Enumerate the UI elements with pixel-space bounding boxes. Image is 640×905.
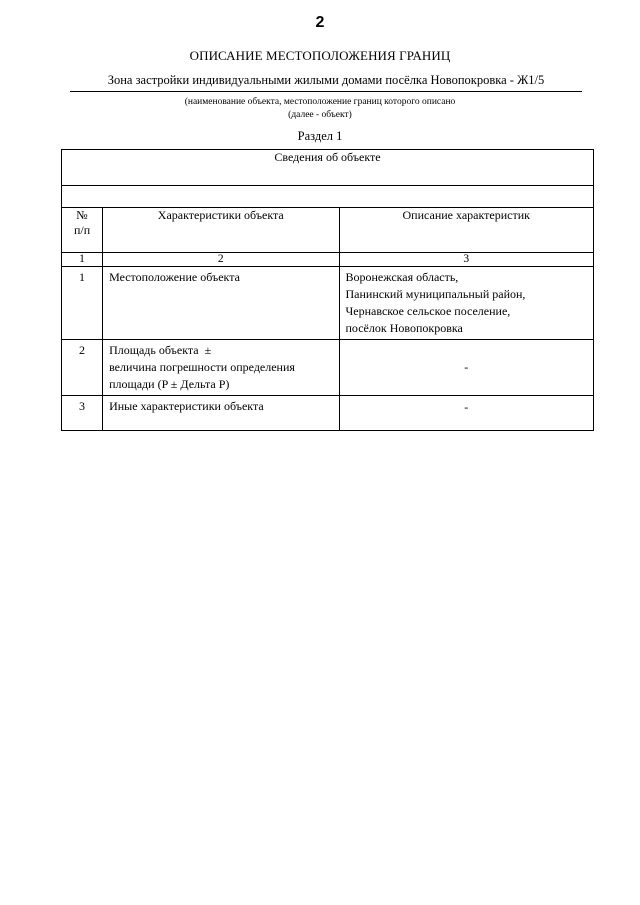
table-row [62,340,594,396]
row-number: 3 [62,396,103,431]
caption-line-2: (далее - объект) [288,110,352,120]
column-header-no-line-1: № [76,208,88,222]
section-title: Раздел 1 [297,129,343,143]
object-name: Зона застройки индивидуальными жилыми домами посёлка Новопокровка - Ж1/5 [70,73,582,92]
table-empty-row [62,186,594,208]
column-number: 3 [339,253,594,267]
column-header-characteristic: Характеристики объекта [103,208,339,253]
text-line: Панинский муниципальный район, [345,287,526,301]
column-header-no [62,208,103,253]
row-description [339,267,594,340]
table-header: Сведения об объекте [62,150,594,186]
column-number: 2 [103,253,339,267]
page-number: 2 [315,14,325,31]
table-empty-cell [62,186,594,208]
caption-line-1: (наименование объекта, местоположение границ которого описано [184,97,456,107]
column-header-no-line-2: п/п [73,223,91,237]
row-number: 2 [62,340,103,396]
column-number: 1 [62,253,103,267]
table-row [62,396,594,431]
document-title: ОПИСАНИЕ МЕСТОПОЛОЖЕНИЯ ГРАНИЦ [189,48,451,63]
text-line: Воронежская область, [345,270,459,284]
object-info-table [61,149,594,431]
object-name-caption [0,96,640,122]
text-line: величина погрешности определения [109,360,295,374]
text-line: Площадь объекта ± [109,343,212,357]
row-characteristic [103,396,339,431]
row-description: - [339,340,594,396]
text-line: площади (P ± Дельта P) [109,377,230,391]
column-header-description: Описание характеристик [339,208,594,253]
row-characteristic [103,267,339,340]
row-number: 1 [62,267,103,340]
text-line: Местоположение объекта [109,270,240,284]
row-characteristic [103,340,339,396]
table-row [62,267,594,340]
table-header-row [62,150,594,186]
text-line: Чернавское сельское поселение, [345,304,511,318]
column-header-row [62,208,594,253]
row-description: - [339,396,594,431]
column-number-row [62,253,594,267]
text-line: Иные характеристики объекта [109,399,264,413]
text-line: посёлок Новопокровка [345,321,463,335]
